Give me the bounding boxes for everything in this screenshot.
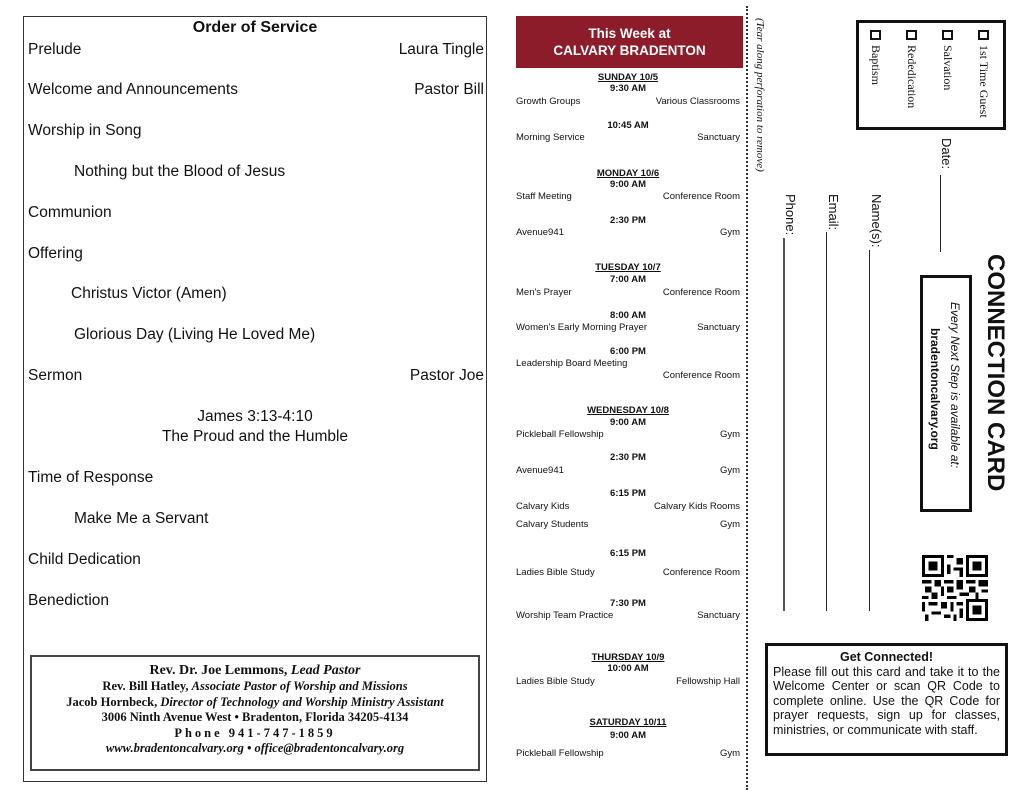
- event-location: Conference Room: [662, 191, 740, 202]
- schedule-event: [516, 501, 740, 512]
- schedule-event: [516, 610, 740, 621]
- event-name: Ladies Bible Study: [516, 676, 595, 687]
- schedule-day: TUESDAY 10/7: [595, 262, 661, 273]
- banner-line-1: This Week at: [588, 26, 671, 41]
- schedule-time: 7:00 AM: [609, 274, 647, 285]
- event-name: Calvary Kids: [516, 501, 570, 512]
- service-item: [28, 551, 484, 569]
- checkbox-label: 1st Time Guest: [977, 45, 991, 118]
- schedule-time: 8:00 AM: [609, 310, 647, 321]
- event-location: Conference Room: [662, 287, 740, 298]
- event-location: Gym: [719, 748, 740, 759]
- sermon-scripture-text: James 3:13-4:10: [197, 408, 313, 425]
- staff-name: Rev. Bill Hatley,: [102, 679, 189, 693]
- sermon-title-text: The Proud and the Humble: [161, 428, 349, 445]
- qr-code-icon[interactable]: [922, 555, 988, 621]
- event-name: Calvary Students: [516, 519, 589, 530]
- service-item-label: Time of Response: [28, 469, 154, 486]
- service-item-label: Christus Victor (Amen): [71, 285, 227, 302]
- event-location: Gym: [719, 519, 740, 530]
- schedule-event: [516, 567, 740, 578]
- staff-lead: [32, 662, 478, 679]
- schedule-time: 6:00 PM: [610, 346, 646, 357]
- service-song: [74, 510, 484, 528]
- service-item: [28, 367, 484, 385]
- event-name: Men's Prayer: [516, 287, 572, 298]
- get-connected-body: Please fill out this card and take it to the Welcome Center or scan QR Code to complete online. Use the QR Code for prayer requests, sign up for classes, ministries, or communicate with staff.: [773, 664, 1000, 737]
- service-item-label: Worship in Song: [28, 122, 142, 139]
- checkbox-rededication[interactable]: [906, 30, 917, 40]
- staff-name: Rev. Dr. Joe Lemmons,: [149, 663, 288, 678]
- next-step-url[interactable]: bradentoncalvary.org: [928, 328, 942, 450]
- schedule-event: [516, 227, 740, 238]
- schedule-time: 2:30 PM: [610, 452, 646, 463]
- perforation-line: [746, 6, 748, 790]
- name-label: Name(s):: [869, 194, 884, 248]
- get-connected-box: [765, 643, 1008, 756]
- checkbox-first-time-guest[interactable]: [978, 30, 989, 40]
- schedule-event: [516, 429, 740, 440]
- service-item-label: Benediction: [28, 592, 110, 609]
- date-field[interactable]: [940, 175, 941, 252]
- schedule-time: 9:00 AM: [609, 417, 647, 428]
- church-address: 3006 Ninth Avenue West • Bradenton, Florida 34205-4134: [101, 710, 409, 724]
- event-location: Gym: [719, 227, 740, 238]
- event-name: Staff Meeting: [516, 191, 572, 202]
- checkbox-label: Baptism: [869, 45, 883, 86]
- checkbox-label: Rededication: [905, 45, 919, 109]
- event-location: Calvary Kids Rooms: [653, 501, 740, 512]
- church-web-email: www.bradentoncalvary.org • office@bradentoncalvary.org: [105, 741, 405, 755]
- staff-role: Lead Pastor: [290, 663, 361, 678]
- event-location: Gym: [719, 465, 740, 476]
- order-of-service-panel: [23, 16, 487, 782]
- service-item: [28, 592, 484, 610]
- schedule-event: [516, 96, 740, 107]
- event-name: Ladies Bible Study: [516, 567, 595, 578]
- this-week-banner: [516, 16, 743, 68]
- service-item: [28, 469, 484, 487]
- schedule-day: WEDNESDAY 10/8: [587, 405, 669, 416]
- schedule-time: 7:30 PM: [610, 598, 646, 609]
- service-item: [28, 245, 484, 263]
- email-label: Email:: [826, 194, 841, 231]
- staff-box: [30, 655, 480, 771]
- event-name: Leadership Board Meeting: [516, 358, 628, 369]
- event-location: Various Classrooms: [655, 96, 740, 107]
- schedule-time: 9:00 AM: [609, 179, 647, 190]
- service-item-leader: Pastor Joe: [409, 367, 484, 384]
- event-name: Morning Service: [516, 132, 585, 143]
- name-field[interactable]: [869, 250, 870, 611]
- service-song: [74, 326, 484, 344]
- get-connected-title: Get Connected!: [839, 650, 934, 664]
- service-item-leader: Pastor Bill: [414, 81, 484, 98]
- staff-role: Director of Technology and Worship Ministry Assistant: [160, 694, 444, 709]
- service-item: [28, 122, 484, 140]
- schedule-event: [516, 287, 740, 298]
- sermon-scripture: [24, 408, 486, 426]
- schedule-day: MONDAY 10/6: [596, 168, 660, 179]
- event-name: Pickleball Fellowship: [516, 748, 604, 759]
- checkbox-baptism[interactable]: [870, 30, 881, 40]
- event-location: Fellowship Hall: [676, 676, 740, 687]
- schedule-event: [516, 676, 740, 687]
- schedule-event: [516, 322, 740, 333]
- service-item-label: Nothing but the Blood of Jesus: [74, 163, 286, 180]
- service-item-label: Child Dedication: [28, 551, 141, 568]
- service-item: [28, 204, 484, 222]
- perforation-note: [752, 18, 766, 188]
- decision-checkbox-box: [856, 20, 1006, 130]
- schedule-event: [516, 519, 740, 530]
- schedule-event: [516, 132, 740, 143]
- service-item-leader: Laura Tingle: [398, 41, 484, 58]
- schedule-time: 10:00 AM: [607, 663, 649, 674]
- schedule-time: 6:15 PM: [610, 488, 646, 499]
- service-item: [28, 41, 484, 59]
- banner-line-2: CALVARY BRADENTON: [553, 43, 706, 58]
- event-location: Conference Room: [662, 370, 740, 381]
- service-song: [71, 285, 484, 303]
- event-location: Sanctuary: [697, 610, 740, 621]
- service-item-label: Sermon: [28, 367, 83, 384]
- phone-field[interactable]: [783, 238, 785, 611]
- service-item-label: Offering: [28, 245, 83, 262]
- schedule-day: SUNDAY 10/5: [597, 72, 659, 83]
- schedule-event: [516, 748, 740, 759]
- event-name: Pickleball Fellowship: [516, 429, 604, 440]
- next-step-tagline: Every Next Step is available at:: [948, 302, 962, 469]
- phone-label: Phone:: [783, 194, 798, 236]
- connection-card-title: CONNECTION CARD: [982, 254, 1009, 492]
- event-name: Worship Team Practice: [516, 610, 614, 621]
- staff-role: Associate Pastor of Worship and Missions: [191, 679, 408, 693]
- schedule-time: 2:30 PM: [610, 215, 646, 226]
- service-item-label: Welcome and Announcements: [28, 81, 238, 98]
- service-song: [74, 163, 484, 181]
- schedule-time: 9:00 AM: [609, 730, 647, 741]
- schedule-event: [516, 465, 740, 476]
- staff-name: Jacob Hornbeck,: [66, 694, 158, 709]
- event-location: Sanctuary: [697, 132, 740, 143]
- event-location: Sanctuary: [697, 322, 740, 333]
- service-item-label: Communion: [28, 204, 112, 221]
- service-item-label: Glorious Day (Living He Loved Me): [74, 326, 316, 343]
- event-location: Conference Room: [662, 567, 740, 578]
- service-item: [28, 81, 484, 99]
- order-of-service-title: Order of Service: [192, 19, 318, 36]
- date-label: Date:: [939, 138, 954, 170]
- event-name: Women's Early Morning Prayer: [516, 322, 647, 333]
- event-location: Gym: [719, 429, 740, 440]
- schedule-day: SATURDAY 10/11: [589, 717, 667, 728]
- service-item-label: Prelude: [28, 41, 82, 58]
- checkbox-label: Salvation: [941, 45, 955, 91]
- event-name: Avenue941: [516, 227, 564, 238]
- event-name: Avenue941: [516, 465, 564, 476]
- schedule-time: 6:15 PM: [610, 548, 646, 559]
- checkbox-salvation[interactable]: [942, 30, 953, 40]
- church-phone: Phone 941-747-1859: [174, 725, 336, 740]
- schedule-day: THURSDAY 10/9: [591, 652, 665, 663]
- sermon-title: [24, 428, 486, 446]
- schedule-event: [516, 358, 740, 381]
- perforation-note-text: (Tear along perforation to remove): [754, 18, 766, 172]
- schedule-event: [516, 191, 740, 202]
- event-name: Growth Groups: [516, 96, 581, 107]
- service-item-label: Make Me a Servant: [74, 510, 209, 527]
- schedule-time: 10:45 AM: [607, 120, 649, 131]
- staff-director: [32, 695, 478, 711]
- schedule-time: 9:30 AM: [609, 83, 647, 94]
- email-field[interactable]: [826, 232, 827, 611]
- staff-assoc: [32, 679, 478, 695]
